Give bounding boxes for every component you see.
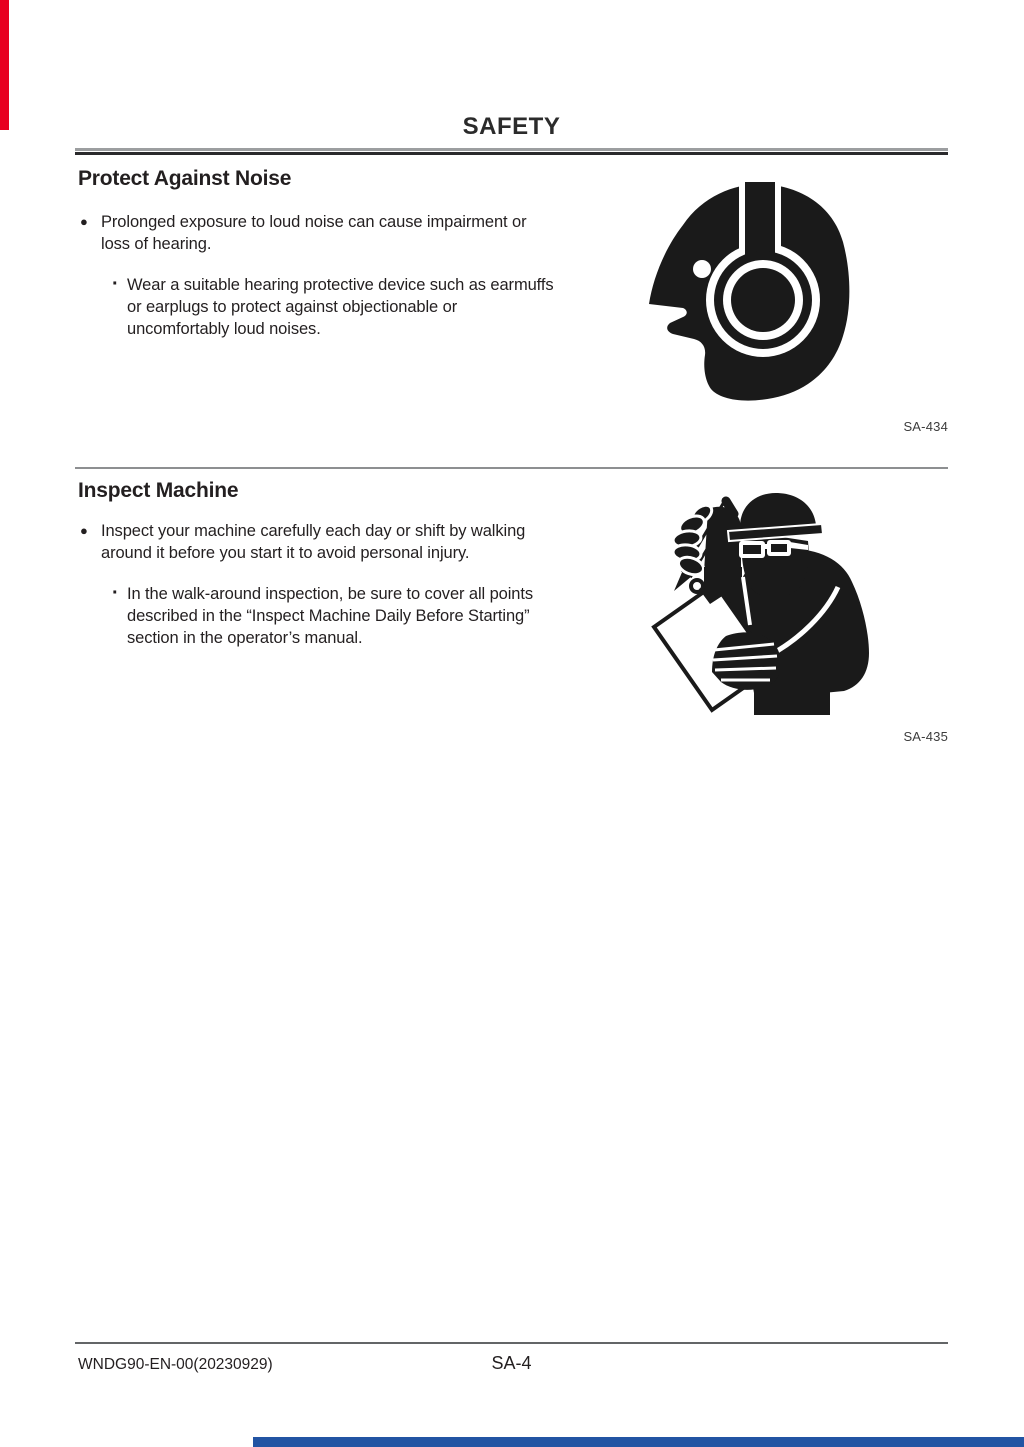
bullet-marker: ● <box>80 214 88 229</box>
sub-bullet-marker: · <box>112 582 119 604</box>
header-double-rule <box>75 148 948 155</box>
blue-edge-mark <box>253 1437 1024 1447</box>
bullet-item <box>80 211 546 255</box>
bullet-marker: ● <box>80 523 88 538</box>
figure-caption: SA-435 <box>903 729 948 744</box>
page-title: SAFETY <box>462 113 561 140</box>
bullet-text: Inspect your machine carefully each day or shift by walking around it before you start it to avoid personal injury. <box>101 522 526 562</box>
bullet-text: Prolonged exposure to loud noise can cause impairment or loss of hearing. <box>101 213 527 253</box>
sub-bullet-item <box>112 583 577 649</box>
footer-document-code: WNDG90-EN-00(20230929) <box>78 1356 273 1373</box>
footer-page-number: SA-4 <box>491 1353 532 1373</box>
inspect-machine-figure <box>642 487 877 715</box>
bullet-item <box>80 520 571 564</box>
footer-rule <box>75 1342 948 1344</box>
inspection-worker-clipboard-icon <box>642 487 877 715</box>
sub-bullet-text: In the walk-around inspection, be sure to cover all points described in the “Inspect Machine Daily Before Starting” section in the operator’s manual. <box>127 585 534 647</box>
section-heading-protect-against-noise: Protect Against Noise <box>78 167 292 190</box>
section-heading-inspect-machine: Inspect Machine <box>78 479 239 502</box>
noise-protection-figure <box>645 178 860 403</box>
sub-bullet-text: Wear a suitable hearing protective device such as earmuffs or earplugs to protect against objectionable or uncomfortably loud noises. <box>127 276 554 338</box>
figure-caption: SA-434 <box>903 419 948 434</box>
hearing-protection-head-icon <box>645 178 860 403</box>
sub-bullet-marker: · <box>112 273 119 295</box>
sub-bullet-item <box>112 274 560 340</box>
red-edge-mark <box>0 0 9 130</box>
section-divider <box>75 467 948 469</box>
